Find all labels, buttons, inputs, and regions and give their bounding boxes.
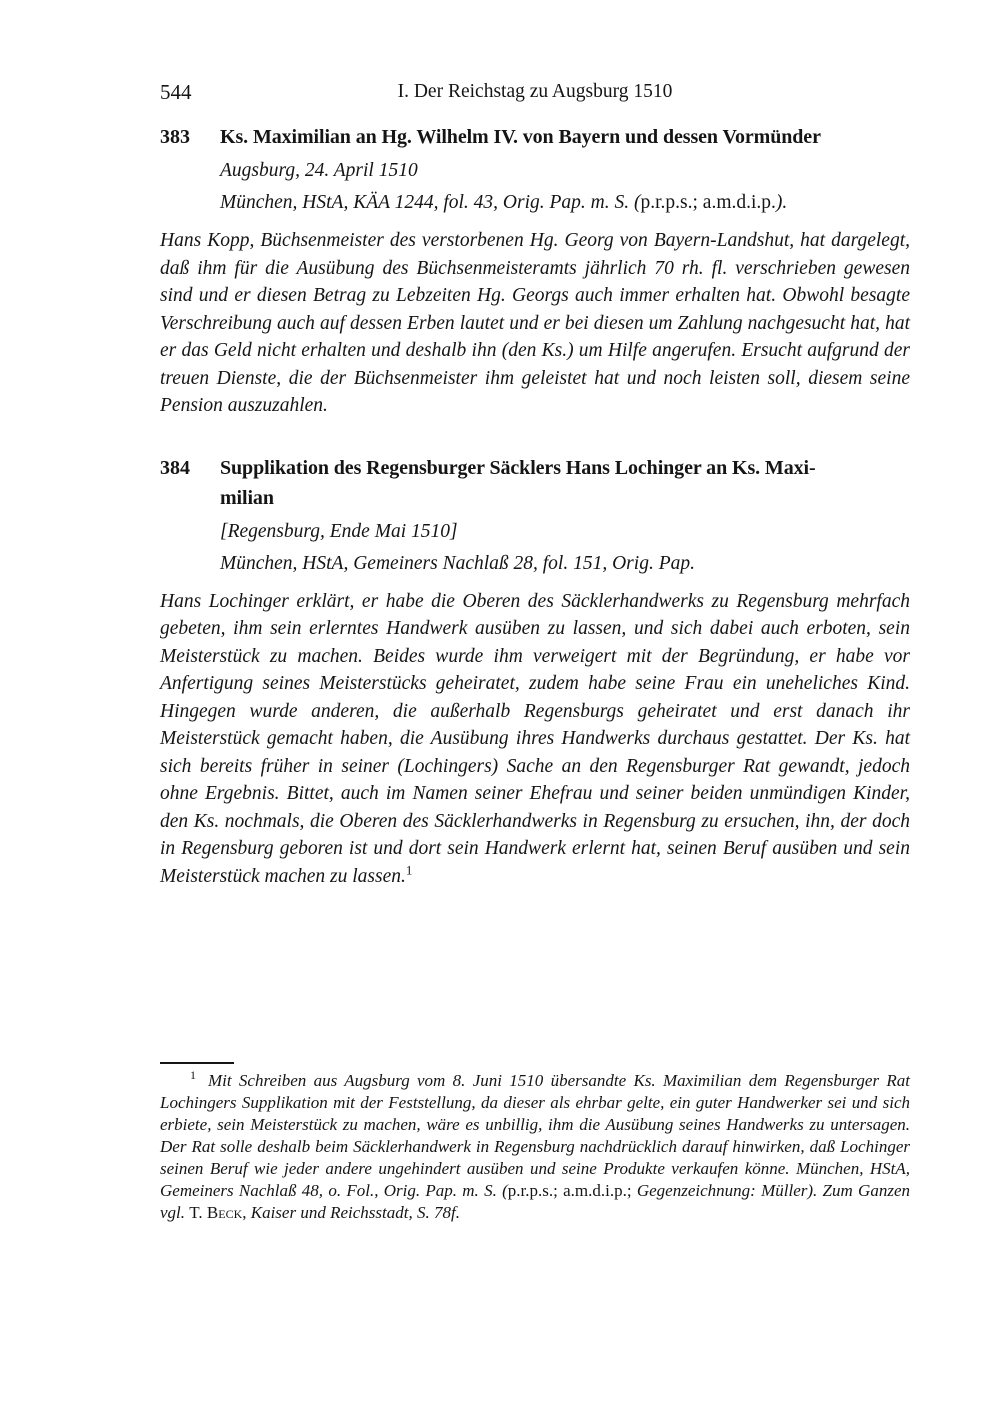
entry-384-number: 384: [160, 456, 190, 479]
entry-384-meta: [220, 519, 910, 577]
running-head: I. Der Reichstag zu Augsburg 1510: [397, 81, 673, 102]
page-header: [160, 80, 910, 104]
entry-383-dateline: Augsburg, 24. April 1510: [220, 160, 418, 181]
entry-383-body: Hans Kopp, Büchsenmeister des verstorbenen Hg. Georg von Bayern-Landshut, hat dargelegt, daß ihm für die Ausübung des Büchsenmeisteramts jährlich 70 rh. fl. verschrieben gewesen sind und er diesen Betrag zu Lebzeiten Hg. Georgs auch immer erhalten hat. Obwohl besagte Verschreibung auch auf dessen Erben lautet und er bei diesen um Zahlung nachgesucht hat, hat er das Geld nicht erhalten und deshalb ihn (den Ks.) um Hilfe angerufen. Ersucht aufgrund der treuen Dienste, die der Büchsenmeister ihm geleistet hat und noch leisten soll, diesem seine Pension auszuzahlen.: [160, 230, 910, 416]
footnote-part6: Kaiser und Reichsstadt, S. 78f.: [250, 1203, 460, 1222]
entry-384: [160, 453, 910, 891]
entry-384-title: [220, 453, 910, 513]
footnote-comma: ,: [242, 1203, 251, 1222]
footnote-marker: 1: [190, 1068, 196, 1083]
footnote-area: [160, 1062, 910, 1224]
entry-383-meta: [220, 158, 910, 216]
entry-383-title: Ks. Maximilian an Hg. Wilhelm IV. von Bayern und dessen Vormünder: [220, 126, 821, 148]
footnote-part3: Gegenzeichnung: Müller). Zum Ganzen vgl.: [160, 1181, 910, 1222]
entry-384-body-text: Hans Lochinger erklärt, er habe die Oberen des Säcklerhandwerks zu Regensburg mehrfach gebeten, ihm sein erlerntes Handwerk ausüben zu lassen, und sich dabei auch erboten, sein Meisterstück zu machen. Beides wurde ihm verweigert mit der Begründung, er habe vor Anfertigung seines Meisterstücks geheiratet, zudem habe seine Frau ein uneheliches Kind. Hingegen wurde anderen, die außerhalb Regensburgs geheiratet und erst danach ihr Meisterstück gemacht haben, die Ausübung ihres Handwerks durchaus gestattet. Der Ks. hat sich bereits früher in seiner (Lochingers) Sache an den Regensburger Rat gewandt, jedoch ohne Ergebnis. Bittet, auch im Namen seiner Ehefrau und seiner beiden unmündigen Kinder, den Ks. nochmals, die Oberen des Säcklerhandwerks in Regensburg zu ersuchen, ihn, der doch in Regensburg geboren ist und dort sein Handwerk erlernt hat, seinen Beruf ausüben und sein Meisterstück machen zu lassen.: [160, 590, 910, 887]
entry-383-heading: [160, 122, 910, 152]
entry-384-title-line2: milian: [220, 486, 274, 509]
entry-383-source: [220, 190, 910, 216]
entry-384-body: [160, 588, 910, 891]
entry-383-source-prefix: München, HStA, KÄA 1244, fol. 43, Orig. Pap. m. S. (: [220, 192, 641, 213]
footnote-author-name: Beck: [206, 1203, 243, 1222]
entry-383-number: 383: [160, 126, 190, 148]
entry-384-dateline: [Regensburg, Ende Mai 1510]: [220, 520, 458, 542]
entry-384-title-line1: Supplikation des Regensburger Säcklers Hans Lochinger an Ks. Maxi-: [220, 456, 816, 479]
footnote-text: [160, 1070, 910, 1224]
entry-384-heading: [160, 453, 910, 513]
page-number: 544: [160, 80, 192, 104]
entry-383: [160, 122, 910, 420]
page-content: [160, 80, 910, 890]
footnote-part2: p.r.p.s.; a.m.d.i.p.;: [507, 1181, 637, 1200]
entry-383-source-abbrev: p.r.p.s.; a.m.d.i.p.: [640, 192, 776, 213]
entry-383-source-suffix: ).: [775, 192, 788, 213]
footnote-rule: [160, 1062, 234, 1064]
footnote-reference: 1: [405, 862, 413, 877]
entry-384-source: München, HStA, Gemeiners Nachlaß 28, fol. 151, Orig. Pap.: [220, 552, 695, 574]
footnote-part1: Mit Schreiben aus Augsburg vom 8. Juni 1510 übersandte Ks. Maximilian dem Regensburger Rat Lochingers Supplikation mit der Feststellung, da dieser als ehrbar gelte, ein guter Handwerker sei und sich erbiete, sein Meisterstück zu machen, wäre es unbillig, ihm die Ausübung seines Handwerks zu untersagen. Der Rat solle deshalb beim Säcklerhandwerk in Regensburg nachdrücklich darauf hinwirken, daß Lochinger seinen Beruf wie jeder andere ungehindert ausüben und seine Produkte verkaufen könne. München, HStA, Gemeiners Nachlaß 48, o. Fol., Orig. Pap. m. S. (: [160, 1071, 910, 1200]
footnote-author-initial: T.: [189, 1203, 207, 1222]
